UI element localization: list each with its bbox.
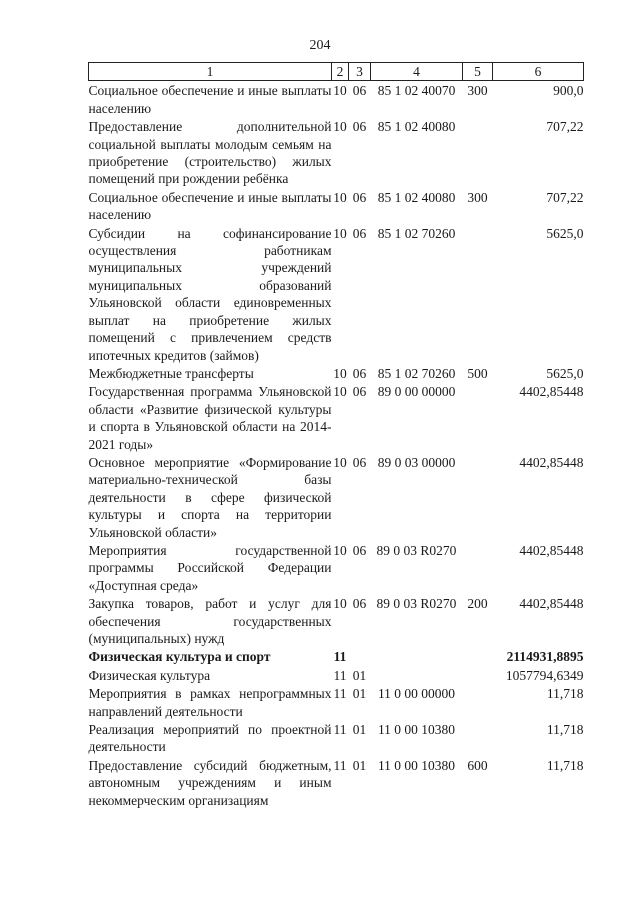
column-header: 4	[371, 63, 463, 81]
amount-cell: 707,22	[546, 119, 584, 135]
section-code-cell: 10	[333, 542, 347, 558]
target-article-cell: 85 1 02 70260	[377, 365, 456, 381]
subsection-code-cell: 01	[352, 722, 367, 738]
target-article-cell: 85 1 02 40080	[377, 189, 456, 205]
table-row	[89, 117, 584, 188]
amount-cell: 5625,0	[546, 225, 584, 241]
row-name-cell: Межбюджетные трансферты	[88, 365, 254, 381]
amount-cell: 5625,0	[546, 365, 584, 381]
target-article-cell: 85 1 02 40080	[377, 119, 456, 135]
amount-cell: 1057794,6349	[505, 667, 584, 683]
expense-type-cell: 500	[467, 365, 488, 381]
expense-type-cell: 300	[467, 83, 488, 99]
row-name-cell: Реализация мероприятий по проектной деятельности	[88, 722, 332, 755]
expense-type-cell	[463, 684, 493, 720]
page-number: 204	[309, 38, 331, 53]
header-row	[89, 63, 584, 81]
section-code-cell: 10	[333, 189, 347, 205]
amount-cell: 4402,85448	[519, 454, 584, 470]
row-name-cell: Предоставление дополнительной социальной выплаты молодым семьям на приобретение (строительство) жилых помещений при рождении ребёнка	[88, 119, 332, 187]
subsection-code-cell: 01	[352, 667, 367, 683]
subsection-code-cell: 01	[352, 757, 367, 773]
row-name-cell: Субсидии на софинансирование осуществления работникам муниципальных учреждений муниципальных образований Ульяновской области единовременных выплат на приобретение жилых помещений с привлечением средств ипотечных кредитов (займов)	[88, 225, 332, 363]
table-row	[89, 666, 584, 684]
subsection-code-cell: 06	[352, 596, 367, 612]
row-name-cell: Государственная программа Ульяновской области «Развитие физической культуры и спорта в Ульяновской области на 2014-2021 годы»	[88, 384, 332, 452]
section-code-cell: 10	[333, 596, 347, 612]
target-article-cell: 89 0 03 R0270	[376, 542, 457, 558]
row-name-cell: Мероприятия государственной программы Российской Федерации «Доступная среда»	[88, 542, 332, 593]
subsection-code-cell: 06	[352, 83, 367, 99]
section-code-cell: 10	[333, 83, 347, 99]
table-row	[89, 541, 584, 594]
row-name-cell: Предоставление субсидий бюджетным, автономным учреждениям и иным некоммерческим организациям	[88, 757, 332, 808]
row-name-cell: Физическая культура и спорт	[88, 649, 271, 665]
table-row	[89, 720, 584, 756]
subsection-code-cell: 01	[352, 686, 367, 702]
amount-cell: 2114931,8895	[506, 649, 584, 665]
section-code-cell: 11	[333, 686, 347, 702]
section-code-cell: 10	[333, 225, 347, 241]
expense-type-cell	[463, 647, 493, 665]
section-code-cell: 10	[333, 384, 347, 400]
column-header: 5	[463, 63, 493, 81]
target-article-cell: 11 0 00 10380	[377, 757, 456, 773]
subsection-code-cell: 06	[352, 119, 367, 135]
target-article-cell: 89 0 03 00000	[377, 454, 456, 470]
amount-cell: 11,718	[546, 757, 584, 773]
amount-cell: 11,718	[546, 722, 584, 738]
table-row	[89, 647, 584, 665]
table-row	[89, 453, 584, 541]
table-row	[89, 188, 584, 224]
target-article-cell: 89 0 03 R0270	[376, 596, 457, 612]
row-name-cell: Физическая культура	[88, 667, 211, 683]
target-article-cell: 85 1 02 40070	[377, 83, 456, 99]
amount-cell: 707,22	[546, 189, 584, 205]
subsection-code-cell: 06	[352, 365, 367, 381]
expense-type-cell: 200	[467, 596, 488, 612]
column-header: 2	[332, 63, 349, 81]
column-header: 6	[493, 63, 584, 81]
target-article-cell: 89 0 00 00000	[377, 384, 456, 400]
column-header: 3	[349, 63, 371, 81]
expense-type-cell: 300	[467, 189, 488, 205]
row-name-cell: Социальное обеспечение и иные выплаты населению	[88, 83, 332, 116]
subsection-code-cell	[349, 647, 371, 665]
table-row	[89, 756, 584, 809]
row-name-cell: Закупка товаров, работ и услуг для обеспечения государственных (муниципальных) нужд	[88, 596, 332, 646]
target-article-cell: 11 0 00 00000	[377, 686, 456, 702]
section-code-cell: 10	[333, 119, 347, 135]
expense-type-cell: 600	[467, 757, 488, 773]
subsection-code-cell: 06	[352, 384, 367, 400]
subsection-code-cell: 06	[352, 454, 367, 470]
subsection-code-cell: 06	[352, 225, 367, 241]
budget-table	[88, 62, 584, 809]
expense-type-cell	[463, 453, 493, 541]
section-code-cell: 11	[333, 722, 347, 738]
row-name-cell: Социальное обеспечение и иные выплаты населению	[88, 189, 332, 223]
table-row	[89, 364, 584, 382]
expense-type-cell	[463, 382, 493, 453]
target-article-cell: 85 1 02 70260	[377, 225, 456, 241]
amount-cell: 4402,85448	[519, 384, 584, 400]
table-row	[89, 684, 584, 720]
section-code-cell: 11	[333, 667, 347, 683]
table-row	[89, 382, 584, 453]
amount-cell: 900,0	[553, 83, 584, 99]
amount-cell: 4402,85448	[519, 596, 584, 612]
target-article-cell	[371, 647, 463, 665]
amount-cell: 4402,85448	[519, 542, 584, 558]
section-code-cell: 11	[333, 757, 347, 773]
expense-type-cell	[463, 224, 493, 364]
table-row	[89, 81, 584, 117]
section-code-cell: 10	[333, 454, 347, 470]
column-header: 1	[89, 63, 332, 81]
table-row	[89, 594, 584, 647]
section-code-cell: 11	[333, 649, 347, 665]
section-code-cell: 10	[333, 365, 347, 381]
row-name-cell: Мероприятия в рамках непрограммных направлений деятельности	[88, 686, 332, 719]
subsection-code-cell: 06	[352, 542, 367, 558]
expense-type-cell	[463, 117, 493, 188]
table-row	[89, 224, 584, 364]
expense-type-cell	[463, 541, 493, 594]
expense-type-cell	[463, 666, 493, 684]
target-article-cell: 11 0 00 10380	[377, 722, 456, 738]
target-article-cell	[371, 666, 463, 684]
row-name-cell: Основное мероприятие «Формирование материально-технической базы деятельности в сфере физической культуры и спорта на территории Ульяновской области»	[88, 454, 332, 540]
subsection-code-cell: 06	[352, 189, 367, 205]
amount-cell: 11,718	[546, 686, 584, 702]
expense-type-cell	[463, 720, 493, 756]
